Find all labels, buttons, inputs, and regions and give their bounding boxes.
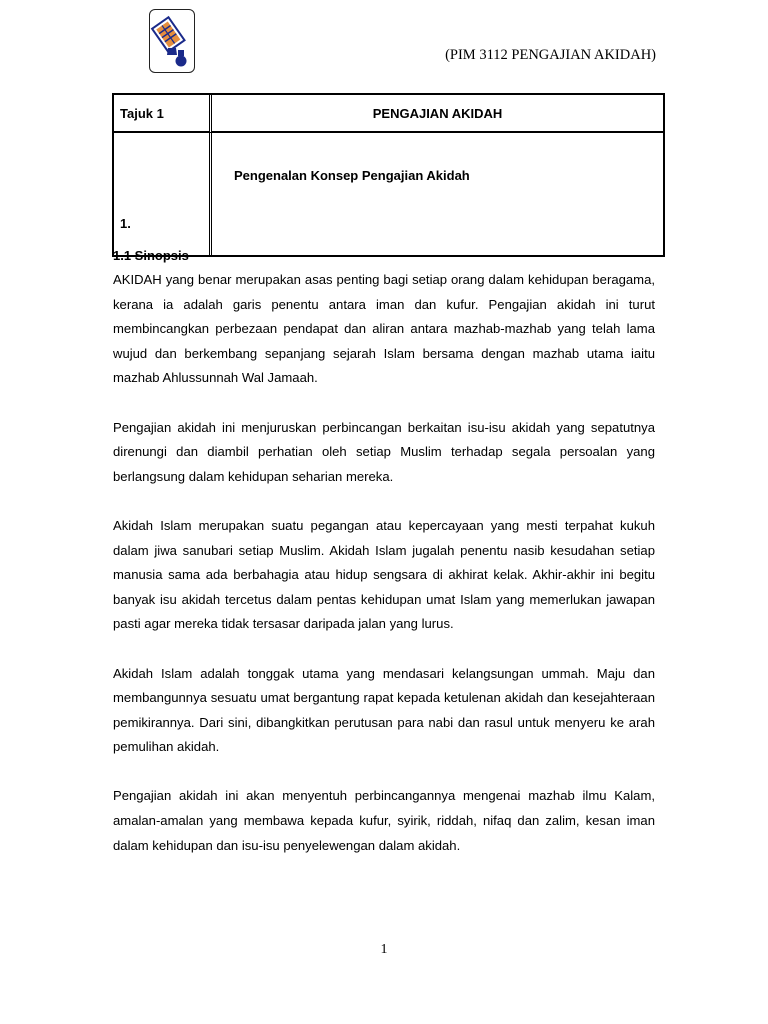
section-heading: 1.1 Sinopsis	[113, 248, 189, 263]
topic-table-header-row	[114, 95, 663, 133]
paragraph: AKIDAH yang benar merupakan asas penting bagi setiap orang dalam kehidupan beragama, kerana ia adalah garis penentu antara iman dan kufur. Pengajian akidah ini turut membincangkan perbezaan pendapat dan aliran antara mazhab-mazhab yang telah lama wujud dan berkembang sepanjang sejarah Islam bersama dengan mazhab utama iaitu mazhab Ahlussunnah Wal Jamaah.	[113, 272, 655, 386]
paragraph: Akidah Islam adalah tonggak utama yang mendasari kelangsungan ummah. Maju dan membangunnya sesuatu umat bergantung rapat kepada ketulenan akidah dan kesejahteraan pemikirannya. Dari sini, dibangkitkan perutusan para nabi dan rasul untuk menyeru ke arah pemulihan akidah.	[113, 665, 655, 755]
topic-subject: Pengenalan Konsep Pengajian Akidah	[234, 168, 470, 183]
topic-number: 1.	[114, 133, 212, 255]
paragraph: Pengajian akidah ini akan menyentuh perbincangannya mengenai mazhab ilmu Kalam, amalan-amalan yang membawa kepada kufur, syirik, riddah, nifaq dan zalim, kesan iman dalam kehidupan dan isu-isu penyelewengan dalam akidah.	[113, 788, 655, 853]
topic-label: Tajuk 1	[114, 95, 212, 133]
topic-table	[112, 93, 665, 257]
course-reference: (PIM 3112 PENGAJIAN AKIDAH)	[445, 47, 656, 63]
topic-table-body-row	[114, 133, 663, 255]
paragraph: Pengajian akidah ini menjuruskan perbincangan berkaitan isu-isu akidah yang sepatutnya direnungi dan diambil perhatian oleh setiap Muslim terhadap segala persoalan yang berlangsung dalam kehidupan seharian mereka.	[113, 419, 655, 484]
paragraph: Akidah Islam merupakan suatu pegangan atau kepercayaan yang mesti terpahat kukuh dalam jiwa sanubari setiap Muslim. Akidah Islam jugalah penentu nasib kesudahan setiap manusia sama ada berbahagia atau hidup sengsara di akhirat kelak. Akhir-akhir ini begitu banyak isu akidah tercetus dalam pentas kehidupan umat Islam yang memerlukan jawapan pasti agar mereka tidak tersasar daripada jalan yang lurus.	[113, 517, 655, 632]
institution-logo	[149, 9, 195, 73]
logo-emblem-icon	[150, 10, 194, 72]
topic-title: PENGAJIAN AKIDAH	[212, 95, 663, 133]
synopsis-section	[113, 244, 655, 883]
page-number: 1	[380, 942, 388, 957]
